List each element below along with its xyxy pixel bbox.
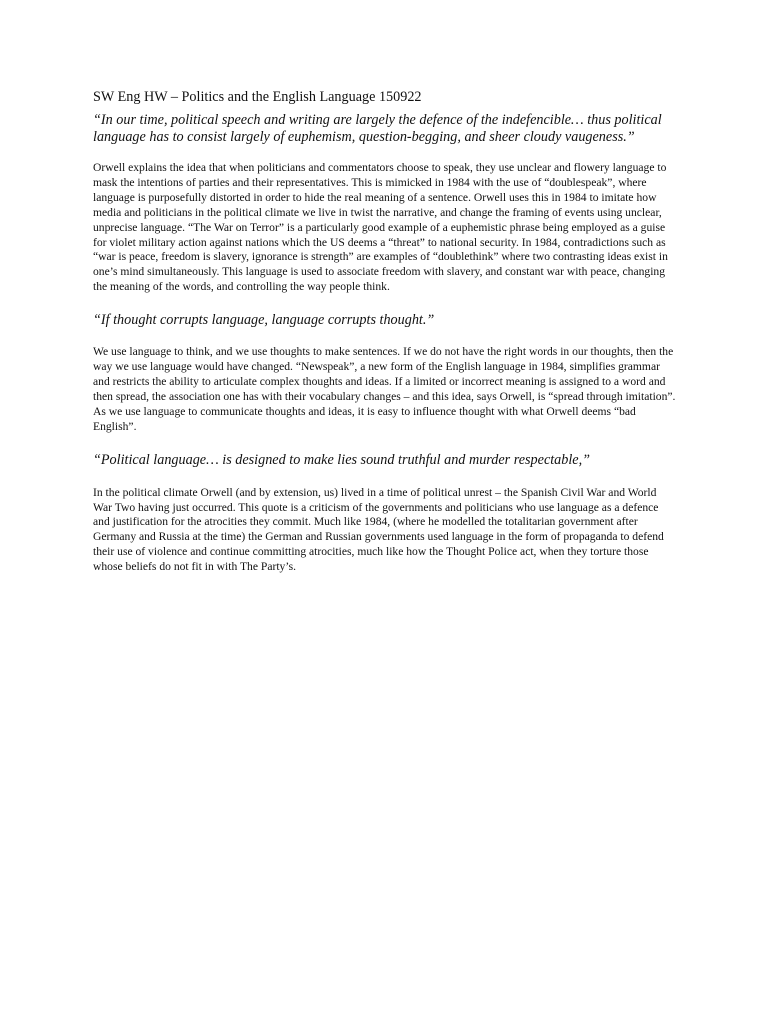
document-page: [93, 88, 678, 592]
quote-1: “In our time, political speech and writing are largely the defence of the indefencible… thus political language has to consist largely of euphemism, question-begging, and sheer cloudy vaugeness.”: [93, 112, 662, 145]
paragraph-3: In the political climate Orwell (and by extension, us) lived in a time of political unrest – the Spanish Civil War and World War Two having just occurred. This quote is a criticism of the governments and politicians who use language as a defence and justification for the atrocities they commit. Much like 1984, (where he modelled the totalitarian government after Germany and Russia at the time) the German and Russian governments used language in the form of propaganda to defend their use of violence and continue committing atrocities, much like how the Thought Police act, when they torture those whose beliefs do not fit in with The Party’s.: [93, 485, 664, 574]
paragraph-2: We use language to think, and we use thoughts to make sentences. If we do not have the right words in our thoughts, then the way we use language would have changed. “Newspeak”, a new form of the English language in 1984, simplifies grammar and restricts the ability to articulate complex thoughts and ideas. If a limited or incorrect meaning is assigned to a word and then spread, the association one has with their vocabulary changes – and this idea, says Orwell, is “spread through imitation”. As we use language to communicate thoughts and ideas, it is easy to influence thought with what Orwell deems “bad English”.: [93, 345, 676, 433]
quote-2: “If thought corrupts language, language corrupts thought.”: [93, 312, 435, 329]
document-title: SW Eng HW – Politics and the English Language 150922: [93, 89, 422, 105]
quote-3: “Political language… is designed to make lies sound truthful and murder respectable,”: [93, 451, 591, 468]
paragraph-1: Orwell explains the idea that when politicians and commentators choose to speak, they use unclear and flowery language to mask the intentions of parties and their representatives. This is mimicked in 1984 with the use of “doublespeak”, where language is purposefully distorted in order to hide the real meaning of a sentence. Orwell uses this in 1984 to imitate how media and politicians in the political climate we live in twist the narrative, and change the framing of events using unclear, unprecise language. “The War on Terror” is a particularly good example of a euphemistic phrase being employed as a guise for violet military action against nations which the US deems a “threat” to national security. In 1984, contradictions such as “war is peace, freedom is slavery, ignorance is strength” are examples of “doublethink” where two contrasting ideas exist in one’s mind simultaneously. This language is used to associate freedom with slavery, and constant war with peace, changing the meaning of the words, and controlling the way people think.: [93, 161, 668, 294]
